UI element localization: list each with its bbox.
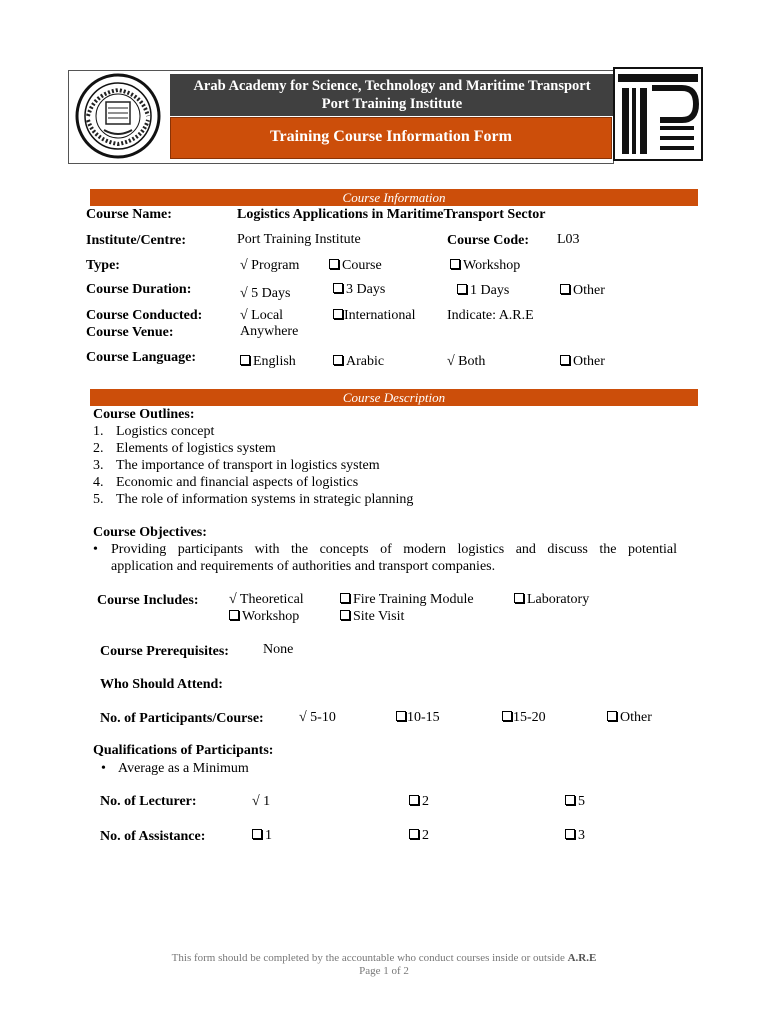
course-description-header: Course Description — [90, 389, 698, 406]
assistance-2-label: 2 — [422, 828, 429, 843]
duration-label: Course Duration: — [86, 282, 192, 297]
venue-anywhere-value: Anywhere — [240, 324, 299, 339]
conducted-local-option: √ Local — [240, 308, 284, 323]
participants-10-15-option — [396, 709, 440, 726]
checkbox-icon — [450, 259, 460, 269]
duration-3-label: 3 Days — [346, 282, 386, 297]
checkbox-icon — [240, 355, 250, 365]
checkbox-icon — [560, 355, 570, 365]
type-course-label: Course — [342, 258, 382, 273]
footer-note-text: This form should be completed by the accountable who conduct courses inside or outside — [171, 952, 565, 964]
assistance-1-label: 1 — [265, 828, 272, 843]
includes-workshop-option — [229, 608, 299, 625]
includes-site-label: Site Visit — [353, 609, 405, 624]
conducted-label: Course Conducted: — [86, 308, 203, 323]
objective-line-2: application and requirements of authorities and transport companies. — [111, 559, 496, 574]
course-code-label: Course Code: — [447, 233, 530, 248]
language-english-option — [240, 353, 296, 370]
type-program-option: √ Program — [240, 258, 300, 273]
checkbox-icon — [560, 284, 570, 294]
indicate-country: Indicate: A.R.E — [447, 308, 534, 323]
language-other-label: Other — [573, 354, 605, 369]
includes-fire-label: Fire Training Module — [353, 592, 474, 607]
checkbox-icon — [333, 355, 343, 365]
includes-site-option — [340, 608, 404, 625]
duration-5-option: √ 5 Days — [240, 286, 291, 301]
assistance-2-option — [409, 827, 429, 844]
institute-name: Port Training Institute — [321, 96, 463, 112]
duration-1-option — [457, 282, 509, 299]
bullet-icon: • — [101, 761, 106, 776]
form-title: Training Course Information Form — [170, 117, 612, 159]
pti-logo — [612, 66, 704, 162]
bullet-icon: • — [93, 542, 98, 557]
type-label: Type: — [86, 258, 120, 273]
checkbox-icon — [565, 795, 575, 805]
course-name-value: Logistics Applications in MaritimeTransport Sector — [237, 207, 546, 222]
footer-note-country: A.R.E — [567, 952, 597, 964]
type-workshop-label: Workshop — [463, 258, 521, 273]
includes-workshop-label: Workshop — [242, 609, 300, 624]
participants-15-20-option — [502, 709, 546, 726]
language-arabic-option — [333, 353, 384, 370]
participants-5-10-option: √ 5-10 — [299, 710, 336, 725]
assistance-label: No. of Assistance: — [100, 829, 206, 844]
list-item: 2. Elements of logistics system — [93, 441, 276, 456]
language-label: Course Language: — [86, 350, 197, 365]
who-should-attend-label: Who Should Attend: — [100, 677, 223, 692]
language-both-option: √ Both — [447, 354, 486, 369]
includes-lab-option — [514, 591, 589, 608]
checkbox-icon — [409, 795, 419, 805]
course-information-header: Course Information — [90, 189, 698, 206]
checkbox-icon — [502, 711, 512, 721]
assistance-1-option — [252, 827, 272, 844]
institute-value: Port Training Institute — [237, 232, 361, 247]
outlines-label: Course Outlines: — [93, 407, 195, 422]
list-item: 4. Economic and financial aspects of logistics — [93, 475, 359, 490]
conducted-international-label: International — [344, 308, 416, 323]
lecturer-label: No. of Lecturer: — [100, 794, 197, 809]
language-arabic-label: Arabic — [346, 354, 385, 369]
participants-10-15-label: 10-15 — [407, 710, 440, 725]
participants-other-option — [607, 709, 652, 726]
page-number: Page 1 of 2 — [359, 965, 409, 977]
checkbox-icon — [396, 711, 406, 721]
venue-label: Course Venue: — [86, 325, 174, 340]
prerequisites-label: Course Prerequisites: — [100, 644, 229, 659]
includes-label: Course Includes: — [97, 593, 199, 608]
institute-label: Institute/Centre: — [86, 233, 187, 248]
lecturer-1-option: √ 1 — [252, 794, 271, 809]
includes-theoretical-option: √ Theoretical — [229, 592, 304, 607]
checkbox-icon — [565, 829, 575, 839]
language-english-label: English — [253, 354, 296, 369]
course-name-label: Course Name: — [86, 207, 172, 222]
checkbox-icon — [340, 610, 350, 620]
academy-name: Arab Academy for Science, Technology and Maritime Transport — [193, 78, 591, 94]
conducted-international-option — [333, 307, 416, 324]
checkbox-icon — [329, 259, 339, 269]
list-item: 1. Logistics concept — [93, 424, 215, 439]
list-item: 5. The role of information systems in strategic planning — [93, 492, 414, 507]
includes-fire-option — [340, 591, 474, 608]
lecturer-5-option — [565, 793, 585, 810]
prerequisites-value: None — [263, 642, 294, 657]
list-item: 3. The importance of transport in logistics system — [93, 458, 380, 473]
lecturer-2-label: 2 — [422, 794, 429, 809]
assistance-3-label: 3 — [578, 828, 585, 843]
lecturer-5-label: 5 — [578, 794, 585, 809]
footer-note — [0, 952, 768, 965]
participants-15-20-label: 15-20 — [513, 710, 546, 725]
includes-lab-label: Laboratory — [527, 592, 590, 607]
objective-line-1: Providing participants with the concepts of modern logistics and discuss the potential — [111, 542, 677, 557]
checkbox-icon — [409, 829, 419, 839]
language-other-option — [560, 353, 605, 370]
duration-other-option — [560, 282, 605, 299]
participants-label: No. of Participants/Course: — [100, 711, 264, 726]
academy-seal-logo — [70, 72, 166, 160]
assistance-3-option — [565, 827, 585, 844]
participants-other-label: Other — [620, 710, 652, 725]
checkbox-icon — [333, 309, 343, 319]
lecturer-2-option — [409, 793, 429, 810]
checkbox-icon — [229, 610, 239, 620]
objectives-label: Course Objectives: — [93, 525, 207, 540]
checkbox-icon — [457, 284, 467, 294]
checkbox-icon — [607, 711, 617, 721]
duration-other-label: Other — [573, 283, 605, 298]
type-workshop-option — [450, 257, 520, 274]
checkbox-icon — [252, 829, 262, 839]
duration-3-option — [333, 281, 385, 298]
duration-1-label: 1 Days — [470, 283, 510, 298]
outlines-list — [93, 423, 413, 508]
type-course-option — [329, 257, 382, 274]
checkbox-icon — [340, 593, 350, 603]
qualifications-label: Qualifications of Participants: — [93, 743, 274, 758]
course-code-value: L03 — [557, 232, 580, 247]
academy-title-bar — [170, 74, 614, 116]
checkbox-icon — [514, 593, 524, 603]
qualification-item: Average as a Minimum — [118, 761, 249, 776]
checkbox-icon — [333, 283, 343, 293]
